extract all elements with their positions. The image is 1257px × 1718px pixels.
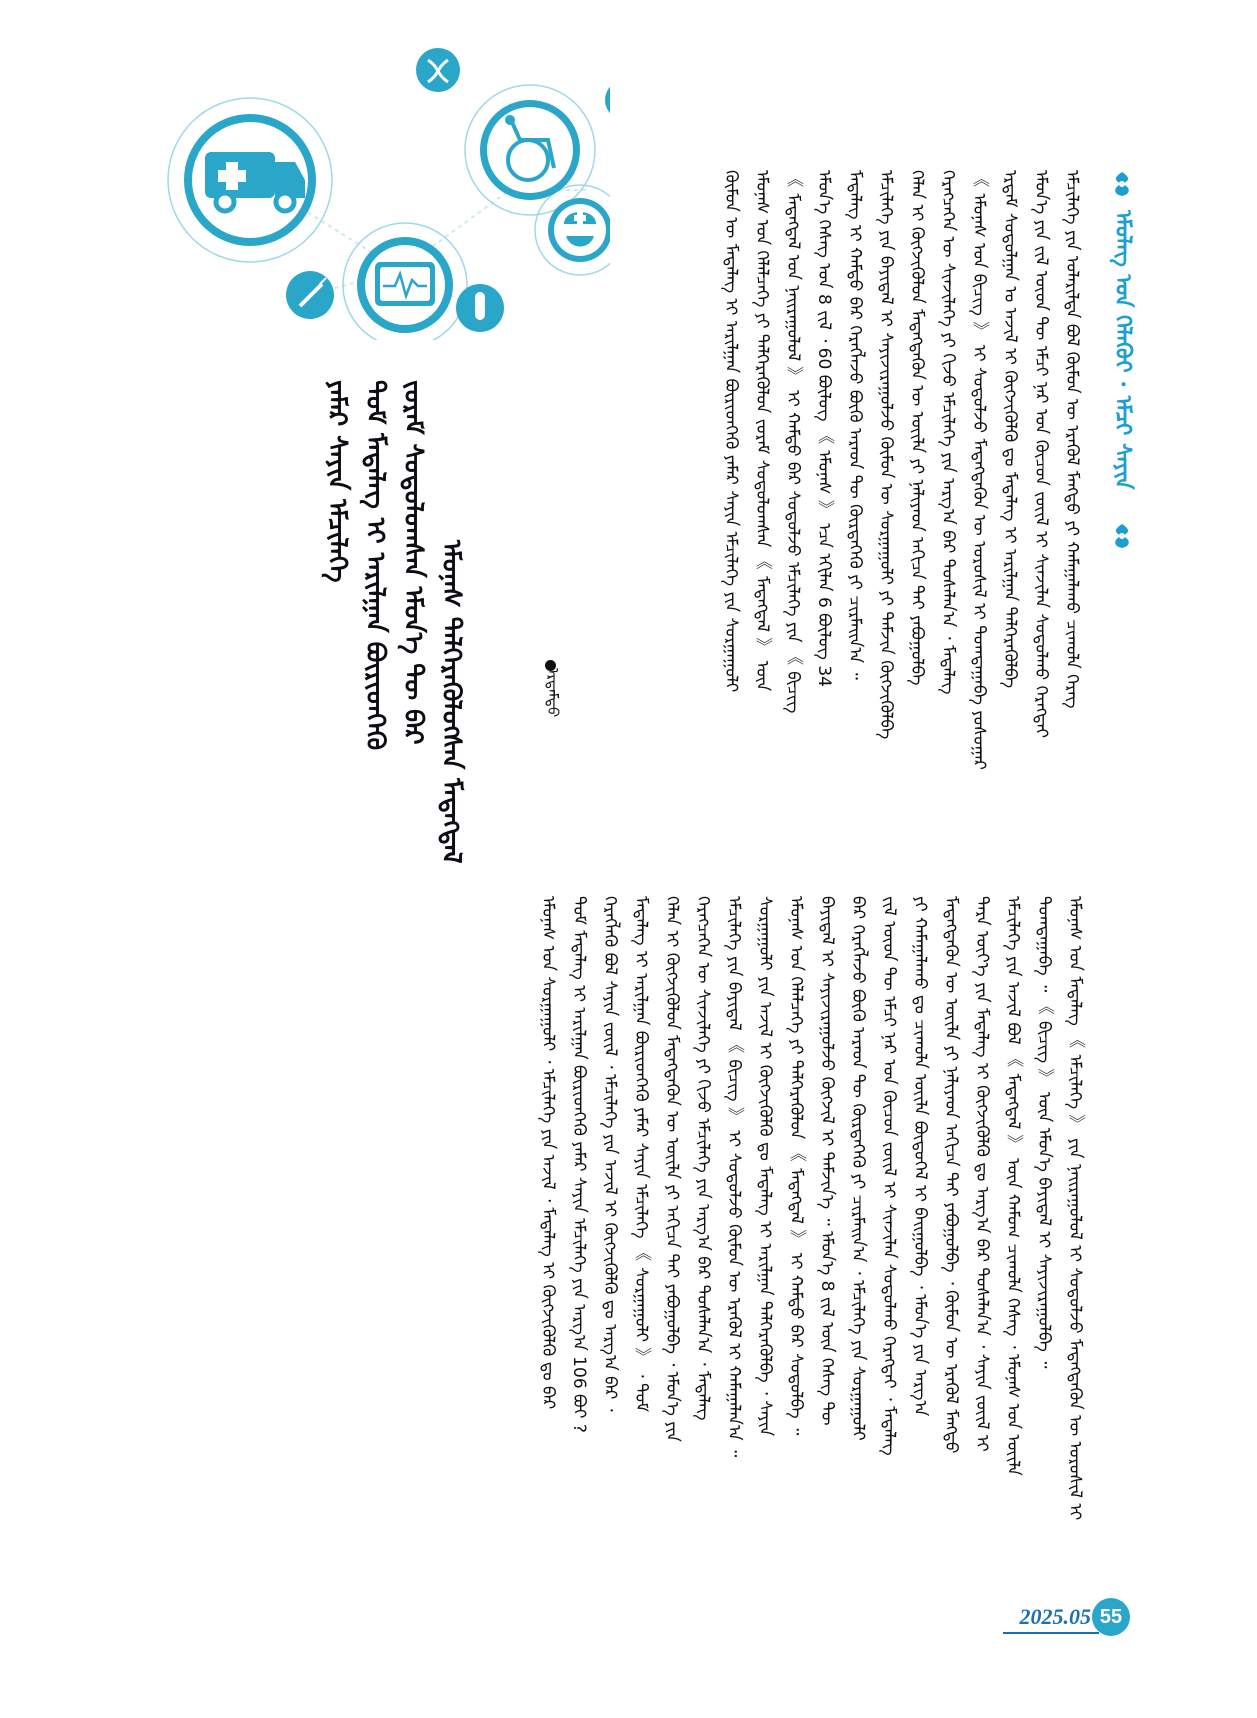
body-column: ᠡᠮᠴᠢᠯᠡᠭᠡ ᠶᠢᠨ ᠠᠵᠢᠯ ᠪᠤᠯ 《 ᠮᠡᠳᠡᠭᠳᠡᠯ 》 ᠦᠨ ᠬᠠᠮᠤᠭ ᠴᠢᠬᠤᠯᠠ ᠬᠡᠰᠡᠭ ᠂ ᠡᠮᠦᠨᠡᠰ ᠤᠨ ᠦᠢᠯᠡ bbox=[1003, 896, 1023, 1476]
body-column: ᠲᠣᠭᠲᠠᠭᠠᠪᠠ ᠃ 《 ᠪᠢᠴᠢᠭ 》 ᠦᠨ ᠡᠮᠦᠨ᠎ᠡ ᠪᠠᠶᠢᠳᠠᠯ ᠢ ᠰᠠᠶᠢᠵᠢᠷᠠᠭᠤᠯᠪᠠ ᠃ bbox=[1034, 896, 1054, 1369]
body-column: ᠮᠡᠳᠡᠯᠡᠭ ᠢ ᠠᠷᠢᠯᠭᠠᠨ ᠪᠦᠷᠢᠳᠬᠡᠬᠦ ᠶᠠᠮᠠᠷ ᠰᠠᠶᠢᠨ ᠡᠮᠴᠢᠯᠡᠭᠡ 《 ᠰᠤᠷᠭᠠᠭᠤᠯᠢ 》 ᠂ ᠲᠤᠮ bbox=[631, 896, 651, 1412]
body-column: ᠰᠤᠷᠭᠠᠭᠤᠯᠢ ᠶᠢᠨ ᠠᠵᠢᠯ ᠢ ᠬᠥᠭᠵᠢᠭᠦᠯᠬᠦ ᠳᠤ ᠮᠡᠳᠡᠯᠡᠭ ᠢ ᠠᠷᠢᠯᠭᠠᠨ ᠳᠡᠯᠭᠡᠷᠡᠭᠦᠯᠪᠡ ᠂ ᠰᠠᠶᠢᠨ bbox=[755, 896, 775, 1437]
ornament-icon bbox=[1108, 522, 1136, 550]
wheelchair-icon bbox=[480, 100, 580, 200]
intro-column: ᠬᠡᠯᠡᠨ ᠢ ᠬᠥᠭᠵᠢᠭᠦᠯᠦᠨ ᠮᠡᠳᠡᠭᠳᠡᠬᠦᠨ ᠦ ᠦᠢᠯᠡ ᠶᠢ ᠨᠡᠯᠢᠶᠡᠳ ᠠᠬᠢᠴᠠ ᠲᠠᠢ ᠶᠠᠪᠤᠭᠤᠯᠪᠠ bbox=[907, 170, 927, 686]
intro-column: ᠮᠡᠳᠡᠯᠡᠭ ᠢ ᠬᠠᠮᠲᠤ ᠪᠠᠷ ᠬᠡᠷᠡᠭᠯᠡᠵᠦ ᠪᠦᠬᠦ ᠠᠷᠠᠳ ᠲᠦ ᠬᠦᠷᠲᠡᠭᠡᠬᠦ ᠶᠢ ᠴᠢᠷᠮᠠᠢᠨ᠎ᠠ ᠃ bbox=[845, 170, 865, 680]
page-number: 55 bbox=[1092, 1598, 1130, 1636]
intro-column: ᠡᠷᠳᠡᠮ ᠰᠤᠳᠤᠯᠭᠠᠨ ᠤ ᠠᠵᠢᠯ ᠢ ᠬᠥᠭᠵᠢᠭᠦᠯᠬᠦ ᠳᠤ ᠮᠡᠳᠡᠯᠡᠭ ᠢ ᠠᠷᠢᠯᠭᠠᠨ ᠳᠡᠯᠭᠡᠷᠡᠭᠦᠯᠪᠡ bbox=[1000, 170, 1020, 689]
author-name: ᠡᠷᠳᠡᠮᠲᠦ bbox=[544, 668, 562, 718]
body-column: ᠬᠡᠯᠡᠨ ᠢ ᠬᠥᠭᠵᠢᠭᠦᠯᠦᠨ ᠮᠡᠳᠡᠭᠳᠡᠬᠦᠨ ᠦ ᠦᠢᠯᠡ ᠶᠢ ᠠᠬᠢᠴᠠ ᠲᠠᠢ ᠶᠠᠪᠤᠭᠤᠯᠪᠠ ᠂ ᠡᠮᠦᠨ᠎ᠡ ᠶᠢᠨ bbox=[662, 896, 682, 1442]
body-column: ᠡᠮᠦᠨᠡᠰ ᠤᠨ ᠰᠤᠷᠭᠠᠭᠤᠯᠢ ᠂ ᠡᠮᠴᠢᠯᠡᠭᠡ ᠶᠢᠨ ᠠᠵᠢᠯ ᠂ ᠮᠡᠳᠡᠯᠡᠭ ᠢ ᠬᠥᠭᠵᠢᠭᠦᠯᠬᠦ ᠳᠤ ᠪᠠᠷ bbox=[538, 896, 558, 1410]
body-column: ᠬᠡᠷᠡᠭᠯᠡᠬᠦ ᠪᠤᠯ ᠰᠠᠶᠢᠨ ᠵᠦᠢᠯ ᠂ ᠡᠮᠴᠢᠯᠡᠭᠡ ᠶᠢᠨ ᠠᠵᠢᠯ ᠢ ᠬᠥᠭᠵᠢᠭᠦᠯᠬᠦ ᠳᠤ ᠠᠷᠭ᠎ᠠ ᠪᠠᠷ ᠂ bbox=[600, 896, 620, 1412]
dna-icon bbox=[416, 48, 460, 92]
intro-column: 《 ᠮᠡᠳᠡᠭᠳᠡᠯ ᠤᠨ ᠨᠠᠢᠷᠠᠭᠤᠯᠤᠯ 》 ᠢ ᠬᠠᠮᠲᠤ ᠪᠠᠷ ᠰᠤᠳᠤᠯᠵᠤ ᠡᠮᠴᠢᠯᠡᠭᠡ ᠶᠢᠨ 《 ᠪᠢᠴᠢᠭ bbox=[783, 170, 803, 714]
body-column: ᠡᠮᠦᠨᠡᠰ ᠤᠨ ᠬᠡᠯᠡᠯᠴᠡᠭᠡ ᠶᠢ ᠳᠡᠯᠭᠡᠷᠡᠭᠦᠯᠦᠨ 《 ᠮᠡᠳᠡᠭᠳᠡᠯ 》 ᠢ ᠬᠠᠮᠲᠤ ᠪᠠᠷ ᠰᠤᠳᠤᠯᠪᠠ ᠃ bbox=[786, 896, 806, 1436]
heart-monitor-icon bbox=[357, 237, 453, 333]
intro-column: 《 ᠡᠮᠦᠨᠡᠰ ᠤᠨ ᠪᠢᠴᠢᠭ 》 ᠢ ᠰᠤᠳᠤᠯᠵᠤ ᠮᠡᠳᠡᠭᠳᠡᠬᠦᠨ ᠦ ᠤᠷᠤᠰᠢᠯ ᠢ ᠲᠣᠭᠲᠠᠭᠠᠪᠠ ᠶᠣᠰᠣᠭᠠᠷ bbox=[969, 170, 989, 770]
ornament-icon bbox=[1108, 170, 1136, 198]
nurse-icon bbox=[548, 198, 610, 262]
ambulance-icon bbox=[184, 114, 316, 246]
medical-illustration bbox=[150, 40, 610, 340]
intro-column: ᠬᠡᠷᠡᠭᠴᠡᠭᠡᠨ ᠦ ᠰᠢᠨᠵᠢᠯᠡᠭᠡ ᠶᠢ ᠬᠢᠵᠦ ᠡᠮᠴᠢᠯᠡᠭᠡ ᠶᠢᠨ ᠠᠷᠭ᠎ᠠ ᠪᠠᠷ ᠲᠤᠰᠠᠯᠠᠨ᠎ᠠ ᠂ ᠮᠡᠳᠡᠯᠡᠭ bbox=[938, 170, 958, 695]
body-column: ᠡᠮᠴᠢᠯᠡᠭᠡ ᠶᠢᠨ ᠪᠠᠶᠢᠳᠠᠯ 《 ᠪᠢᠴᠢᠭ 》 ᠢ ᠰᠤᠳᠤᠯᠵᠤ ᠬᠦᠮᠦᠨ ᠦ ᠡᠷᠡᠭᠦᠯ ᠢ ᠬᠠᠮᠠᠭᠠᠯᠠᠨ᠎ᠠ ᠃ bbox=[724, 896, 744, 1458]
intro-column: ᠡᠮᠴᠢᠯᠡᠭᠡ ᠶᠢᠨ ᠪᠠᠶᠢᠳᠠᠯ ᠢ ᠰᠠᠶᠢᠵᠢᠷᠠᠭᠤᠯᠵᠤ ᠬᠦᠮᠦᠨ ᠦ ᠰᠤᠷᠭᠠᠭᠤᠯᠢ ᠶᠢ ᠳᠡᠮᠵᠢᠨ ᠬᠥᠭᠵᠢᠭᠦᠯᠪᠡ bbox=[876, 170, 896, 740]
issue-date: 2025.05 bbox=[1019, 1604, 1091, 1629]
test-tube-icon bbox=[456, 284, 504, 332]
body-column: ᠪᠠᠷ ᠬᠡᠷᠡᠭᠯᠡᠵᠦ ᠪᠦᠬᠦ ᠠᠷᠠᠳ ᠲᠦ ᠬᠦᠷᠲᠡᠭᠡᠬᠦ ᠶᠢ ᠴᠢᠷᠮᠠᠢᠨ᠎ᠠ ᠂ ᠡᠮᠴᠢᠯᠡᠭᠡ ᠶᠢᠨ ᠰᠤᠷᠭᠠᠭᠤᠯᠢ bbox=[848, 896, 868, 1441]
intro-column: ᠡᠮᠴᠢᠯᠡᠭᠡ ᠶᠢᠨ ᠤᠯᠠᠷᠢᠯᠲᠠ ᠪᠤᠯ ᠬᠦᠮᠦᠨ ᠦ ᠡᠷᠡᠭᠦᠯ ᠮᠡᠩᠳᠦ ᠶᠢ ᠬᠠᠮᠠᠭᠠᠯᠠᠬᠤ ᠴᠢᠬᠤᠯᠠ ᠬᠡᠷᠡᠭ bbox=[1062, 170, 1082, 709]
body-column: ᠵᠢᠯ ᠦᠳ ᠲᠦ ᠡᠮᠴᠢ ᠨᠠᠷ ᠤᠨ ᠬᠦᠴᠦᠨ ᠵᠦᠢᠯ ᠢ ᠰᠢᠨᠵᠢᠯᠡᠨ ᠰᠤᠳᠤᠯᠬᠤ ᠬᠡᠷᠡᠭᠲᠡᠢ ᠂ ᠮᠡᠳᠡᠯᠡᠭ bbox=[879, 896, 899, 1456]
intro-column: ᠡᠮᠦᠨᠡᠰ ᠤᠨ ᠬᠡᠯᠡᠯᠴᠡᠭᠡ ᠶᠢ ᠳᠡᠯᠭᠡᠷᠡᠭᠦᠯᠦᠨ ᠵᠤᠷᠠᠮ ᠰᠤᠳᠤᠯᠤᠭᠰᠠᠨ 《 ᠮᠡᠳᠡᠭᠳᠡᠯ 》 ᠦᠨ bbox=[752, 170, 772, 692]
body-column: ᠬᠡᠷᠡᠭᠴᠡᠭᠡᠨ ᠦ ᠰᠢᠨᠵᠢᠯᠡᠭᠡ ᠶᠢ ᠬᠢᠵᠦ ᠡᠮᠴᠢᠯᠡᠭᠡ ᠶᠢᠨ ᠠᠷᠭ᠎ᠠ ᠪᠠᠷ ᠲᠤᠰᠠᠯᠠᠨ᠎ᠠ ᠂ ᠮᠡᠳᠡᠯᠡᠭ bbox=[693, 896, 713, 1421]
body-column: ᠪᠠᠶᠢᠳᠠᠯ ᠢ ᠰᠠᠶᠢᠵᠢᠷᠠᠭᠤᠯᠵᠤ ᠬᠥᠭᠵᠢᠯ ᠢ ᠳᠡᠮᠵᠢᠨ᠎ᠡ ᠃ ᠡᠮᠦᠨ᠎ᠡ 8 ᠵᠢᠯ ᠦᠨ ᠬᠡᠰᠡᠭ ᠲᠦ bbox=[817, 896, 837, 1426]
article-title-line: ᠡᠮᠦᠨᠡᠰ ᠳᠡᠯᠭᠡᠷᠡᠭᠦᠯᠦᠭᠰᠡᠨ ᠮᠡᠳᠡᠭᠳᠡᠯ bbox=[436, 540, 466, 864]
intro-column: ᠡᠮᠦᠨ᠎ᠡ ᠬᠡᠰᠡᠭ ᠤᠨ 8 ᠵᠢᠯ ᠂ 60 ᠪᠦᠯᠦᠭ 《 ᠡᠮᠦᠨᠡᠰ 》 ᠡᠴᠡ ᠡᠬᠢᠯᠡᠨ 6 ᠪᠦᠯᠦᠭ 34 bbox=[814, 170, 834, 687]
body-column: ᠮᠡᠳᠡᠭᠳᠡᠬᠦᠨ ᠦ ᠦᠢᠯᠡ ᠶᠢ ᠨᠡᠯᠢᠶᠡᠳ ᠠᠬᠢᠴᠠ ᠲᠠᠢ ᠶᠠᠪᠤᠭᠤᠯᠪᠠ ᠂ ᠬᠦᠮᠦᠨ ᠦ ᠡᠷᠡᠭᠦᠯ ᠮᠡᠩᠳᠦ bbox=[941, 896, 961, 1454]
intro-column: ᠬᠦᠮᠦᠨ ᠦ ᠮᠡᠳᠡᠯᠡᠭ ᠢ ᠠᠷᠢᠯᠭᠠᠨ ᠪᠦᠷᠢᠳᠬᠡᠬᠦ ᠶᠠᠮᠠᠷ ᠰᠠᠶᠢᠨ ᠡᠮᠴᠢᠯᠡᠭᠡ ᠶᠢᠨ ᠰᠤᠷᠭᠠᠭᠤᠯᠢ bbox=[721, 170, 741, 693]
body-column: ᠡᠮᠦᠨᠡᠰ ᠤᠨ ᠮᠡᠳᠡᠯᠡᠭ 《 ᠡᠮᠴᠢᠯᠡᠭᠡ 》 ᠶᠢᠨ ᠨᠠᠢᠷᠠᠭᠤᠯᠤᠯ ᠢ ᠰᠤᠳᠤᠯᠵᠤ ᠮᠡᠳᠡᠭᠳᠡᠬᠦᠨ ᠦ ᠤᠷᠤᠰᠢᠯ ᠢ bbox=[1065, 896, 1085, 1521]
body-column: ᠶᠢ ᠬᠠᠮᠠᠭᠠᠯᠠᠬᠤ ᠳᠤ ᠴᠢᠬᠤᠯᠠ ᠦᠢᠯᠡ ᠪᠦᠲᠦᠭᠡᠯ ᠢ ᠪᠠᠢᠭᠤᠯᠪᠠ ᠂ ᠡᠮᠦᠨ᠎ᠡ ᠶᠢᠨ ᠠᠷᠭ᠎ᠠ bbox=[910, 896, 930, 1417]
body-column: ᠲᠤᠮ ᠮᠡᠳᠡᠯᠡᠭ ᠢ ᠠᠷᠢᠯᠭᠠᠨ ᠪᠦᠷᠢᠳᠬᠡᠬᠦ ᠶᠠᠮᠠᠷ ᠰᠠᠶᠢᠨ ᠡᠮᠴᠢᠯᠡᠭᠡ ᠶᠢᠨ ᠠᠷᠭ᠎ᠠ 106 ᠪᠤᠢ ? bbox=[569, 896, 589, 1433]
footer-rule bbox=[1003, 1632, 1099, 1634]
body-column: ᠲᠡᠷᠡ ᠦᠶ᠎ᠡ ᠶᠢᠨ ᠮᠡᠳᠡᠯᠡᠭ ᠢ ᠬᠥᠭᠵᠢᠭᠦᠯᠬᠦ ᠳᠤ ᠠᠷᠭ᠎ᠠ ᠪᠠᠷ ᠲᠤᠰᠠᠯᠠᠨ᠎ᠠ ᠂ ᠰᠠᠶᠢᠨ ᠵᠦᠢᠯ ᠢ bbox=[972, 896, 992, 1452]
pill-icon bbox=[605, 80, 610, 120]
syringe-icon bbox=[286, 271, 334, 319]
article-title-line: ᠵᠤᠷᠠᠮ ᠰᠤᠳᠤᠯᠤᠭᠰᠠᠨ ᠡᠮᠦᠨ᠎ᠡ ᠲᠦ ᠪᠠᠷ bbox=[398, 380, 428, 745]
article-title-line: ᠲᠤᠮ ᠮᠡᠳᠡᠯᠡᠭ ᠢ ᠠᠷᠢᠯᠭᠠᠨ ᠪᠦᠷᠢᠳᠬᠡᠬᠦ bbox=[360, 380, 390, 751]
intro-column: ᠡᠮᠦᠨ᠎ᠡ ᠶᠢᠨ ᠵᠢᠯ ᠦᠳ ᠲᠦ ᠡᠮᠴᠢ ᠨᠠᠷ ᠤᠨ ᠬᠦᠴᠦᠨ ᠵᠦᠢᠯ ᠢ ᠰᠢᠨᠵᠢᠯᠡᠨ ᠰᠤᠳᠤᠯᠬᠤ ᠬᠡᠷᠡᠭᠲᠡᠢ bbox=[1031, 170, 1051, 739]
section-title: ᠡᠮᠦᠯᠡᠭ ᠤᠨ ᠬᠡᠯᠡᠬᠦᠢ · ᠡᠮᠴᠢ ᠰᠠᠶᠢᠨ bbox=[1110, 210, 1136, 490]
article-title-line: ᠶᠠᠮᠠᠷ ᠰᠠᠶᠢᠨ ᠡᠮᠴᠢᠯᠡᠭᠡ bbox=[322, 380, 352, 583]
